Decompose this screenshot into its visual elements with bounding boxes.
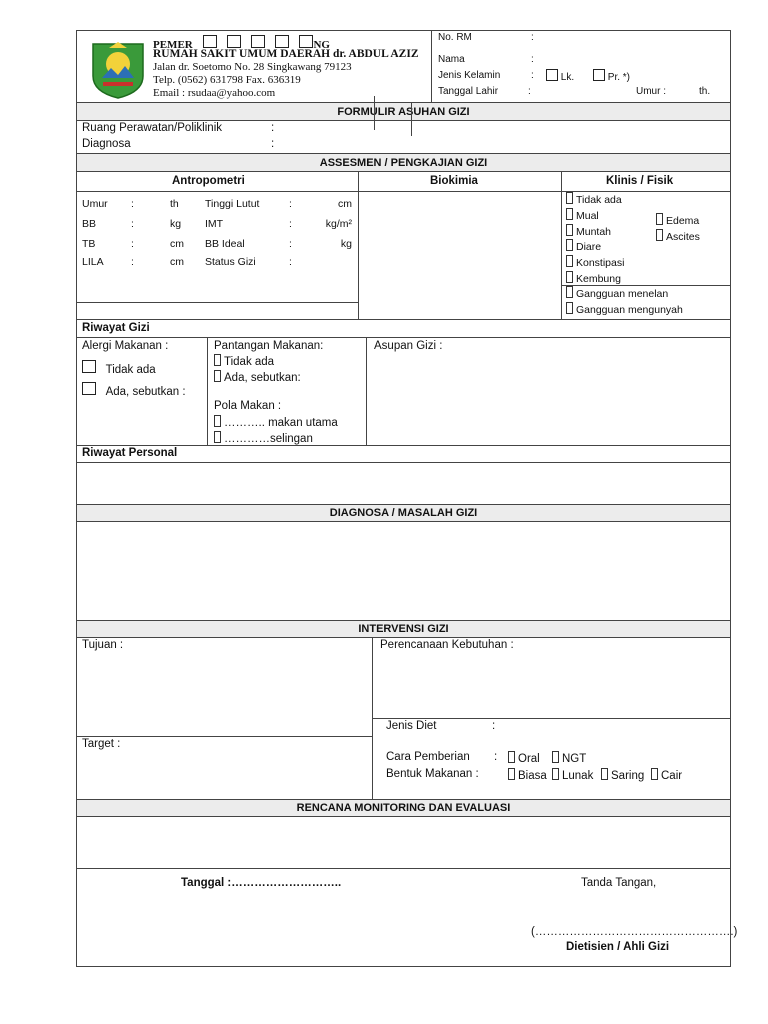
riwayat-gizi-sub	[76, 337, 731, 338]
checkbox[interactable]	[651, 768, 658, 780]
checkbox[interactable]	[593, 69, 605, 81]
antro-cell: :	[131, 238, 134, 250]
riwayat-gizi-top	[76, 319, 731, 320]
antro-cell: :	[131, 218, 134, 230]
bentuk-option-saring[interactable]: Saring	[601, 768, 644, 782]
checkbox[interactable]	[566, 302, 573, 314]
klinis-option-label: Mual	[576, 209, 599, 222]
checkbox[interactable]	[82, 382, 96, 395]
pola-option-utama[interactable]: ……….. makan utama	[214, 415, 338, 429]
checkbox[interactable]	[656, 229, 663, 241]
hospital-email: Email : rsudaa@yahoo.com	[153, 87, 276, 99]
antro-cell: TB	[82, 238, 96, 250]
checkbox[interactable]	[566, 255, 573, 267]
checkbox[interactable]	[82, 360, 96, 373]
antro-cell: kg	[170, 218, 182, 230]
title-mark-right	[411, 102, 412, 136]
pantangan-divider	[366, 337, 367, 445]
monitoring-title: RENCANA MONITORING DAN EVALUASI	[77, 799, 730, 817]
intervensi-title: INTERVENSI GIZI	[77, 620, 730, 638]
antro-cell: :	[289, 218, 292, 230]
checkbox[interactable]	[566, 239, 573, 251]
antro-cell: :	[289, 256, 292, 268]
klinis-option[interactable]	[566, 302, 683, 316]
antro-cell: kg/m²	[325, 218, 352, 230]
pola-label: Pola Makan :	[214, 400, 282, 412]
checkbox[interactable]	[566, 208, 573, 220]
tanggal-field: Tanggal :………………………..	[181, 877, 342, 889]
no-rm-label: No. RM	[438, 32, 472, 43]
klinis-option-label: Gangguan mengunyah	[576, 304, 683, 316]
riwayat-gizi-title: Riwayat Gizi	[82, 322, 150, 334]
perencanaan-bottom	[372, 718, 731, 719]
klinis-option-label: Konstipasi	[576, 257, 625, 270]
tanda-tangan-label: Tanda Tangan,	[581, 877, 657, 889]
checkbox[interactable]	[566, 192, 573, 204]
klinis-option-label: Kembung	[576, 273, 621, 285]
checkbox[interactable]	[546, 69, 558, 81]
checkbox[interactable]	[214, 354, 221, 366]
ruang-colon: :	[271, 122, 275, 134]
pantangan-option-yes[interactable]: Ada, sebutkan:	[214, 370, 301, 384]
antro-cell: Status Gizi	[205, 256, 256, 268]
antro-cell: :	[131, 198, 134, 210]
checkbox[interactable]	[214, 415, 221, 427]
klinis-option-label: Ascites	[666, 231, 700, 243]
hospital-phone: Telp. (0562) 631798 Fax. 636319	[153, 74, 301, 86]
sex-female-option[interactable]: Pr. *)	[593, 69, 630, 83]
klinis-option[interactable]	[566, 271, 621, 285]
sex-colon: :	[531, 70, 534, 81]
cara-label: Cara Pemberian	[386, 751, 470, 763]
klinis-option[interactable]	[656, 213, 699, 227]
tujuan-label: Tujuan :	[82, 639, 124, 651]
age-unit: th.	[699, 86, 711, 97]
riwayat-personal-top	[76, 445, 731, 446]
checkbox[interactable]	[508, 751, 515, 763]
klinis-option[interactable]	[566, 224, 611, 238]
klinis-option[interactable]	[656, 229, 700, 243]
antro-divider	[358, 172, 359, 319]
antro-cell: BB Ideal	[205, 238, 245, 250]
checkbox[interactable]	[656, 213, 663, 225]
antro-cell: Umur	[82, 198, 108, 210]
title-mark-left	[374, 96, 375, 130]
riwayat-personal-title: Riwayat Personal	[82, 447, 178, 459]
age-label: Umur :	[636, 86, 666, 97]
cara-option-oral[interactable]: Oral	[508, 751, 540, 765]
antro-cell: kg	[340, 238, 352, 250]
checkbox[interactable]	[566, 224, 573, 236]
signature-line: (…………………………………………….)	[531, 926, 738, 938]
pantangan-option-none[interactable]: Tidak ada	[214, 354, 274, 368]
klinis-option-label: Diare	[576, 241, 602, 254]
antro-cell: :	[131, 256, 134, 268]
nama-colon: :	[531, 54, 534, 65]
pantangan-label: Pantangan Makanan:	[214, 340, 324, 352]
checkbox[interactable]	[552, 751, 559, 763]
diagnosa-label: Diagnosa	[82, 138, 131, 150]
assessment-subheader-line	[76, 191, 731, 192]
alergi-divider	[207, 337, 208, 445]
checkbox[interactable]	[214, 370, 221, 382]
antro-bottom-line	[76, 302, 358, 303]
klinis-option[interactable]	[566, 239, 601, 253]
alergi-label: Alergi Makanan :	[82, 340, 169, 352]
alergi-option-yes[interactable]: Ada, sebutkan :	[82, 382, 186, 398]
bentuk-option-lunak[interactable]: Lunak	[552, 768, 593, 782]
checkbox[interactable]	[601, 768, 608, 780]
riwayat-personal-sub	[76, 462, 731, 463]
checkbox[interactable]	[566, 271, 573, 283]
pola-option-selingan[interactable]: …………selingan	[214, 431, 313, 445]
klinis-option[interactable]	[566, 208, 599, 222]
jenis-diet-label: Jenis Diet	[386, 720, 437, 732]
klinis-option[interactable]	[566, 255, 624, 269]
hospital-name: RUMAH SAKIT UMUM DAERAH dr. ABDUL AZIZ	[153, 48, 419, 60]
antro-cell: cm	[338, 198, 352, 210]
cara-colon: :	[494, 751, 498, 763]
dietisien-label: Dietisien / Ahli Gizi	[566, 941, 670, 953]
gov-line: PEMER NG	[153, 35, 330, 51]
checkbox[interactable]	[552, 768, 559, 780]
klinis-option-label: Edema	[666, 215, 700, 227]
diagnosa-masalah-title: DIAGNOSA / MASALAH GIZI	[77, 504, 730, 522]
antro-cell: LILA	[82, 256, 104, 268]
antro-cell: IMT	[205, 218, 224, 230]
jenis-diet-colon: :	[492, 720, 496, 732]
antro-cell: :	[289, 238, 292, 250]
klinis-option[interactable]	[566, 192, 622, 206]
bentuk-option-cair[interactable]: Cair	[651, 768, 682, 782]
cara-option-ngt[interactable]: NGT	[552, 751, 586, 765]
checkbox[interactable]	[566, 286, 573, 298]
antro-cell: BB	[82, 218, 97, 230]
antro-cell: cm	[170, 256, 184, 268]
klinis-option-label: Muntah	[576, 225, 612, 238]
col-antropometri: Antropometri	[172, 175, 245, 187]
klinis-option[interactable]	[566, 286, 668, 300]
form-title: FORMULIR ASUHAN GIZI	[77, 102, 730, 121]
antro-cell: th	[170, 198, 179, 210]
bentuk-option-biasa[interactable]: Biasa	[508, 768, 547, 782]
antro-cell: :	[289, 198, 292, 210]
col-biokimia: Biokimia	[430, 175, 478, 187]
header-divider	[431, 30, 432, 102]
checkbox[interactable]	[508, 768, 515, 780]
no-rm-colon: :	[531, 32, 534, 43]
sex-label: Jenis Kelamin	[438, 70, 501, 81]
sex-male-option[interactable]: Lk.	[546, 69, 574, 83]
assessment-title: ASSESMEN / PENGKAJIAN GIZI	[77, 153, 730, 172]
ruang-label: Ruang Perawatan/Poliklinik	[82, 122, 222, 134]
klinis-option-label: Tidak ada	[576, 194, 622, 206]
hospital-logo	[89, 38, 147, 100]
nama-label: Nama	[438, 54, 465, 65]
diagnosa-colon: :	[271, 138, 275, 150]
antro-cell: Tinggi Lutut	[205, 198, 260, 210]
alergi-option-none[interactable]: Tidak ada	[82, 360, 156, 376]
klinis-option-label: Gangguan menelan	[576, 288, 669, 300]
tujuan-bottom	[76, 736, 372, 737]
col-klinis: Klinis / Fisik	[606, 175, 674, 187]
antro-cell: cm	[170, 238, 184, 250]
target-label: Target :	[82, 738, 121, 750]
hospital-address: Jalan dr. Soetomo No. 28 Singkawang 79123	[153, 61, 352, 73]
asupan-label: Asupan Gizi :	[374, 340, 443, 352]
bio-divider	[561, 172, 562, 319]
dob-colon: :	[528, 86, 531, 97]
dob-label: Tanggal Lahir	[438, 86, 499, 97]
bentuk-label: Bentuk Makanan :	[386, 768, 479, 780]
checkbox[interactable]	[214, 431, 221, 443]
perencanaan-label: Perencanaan Kebutuhan :	[380, 639, 514, 651]
monitoring-bottom	[76, 868, 731, 869]
